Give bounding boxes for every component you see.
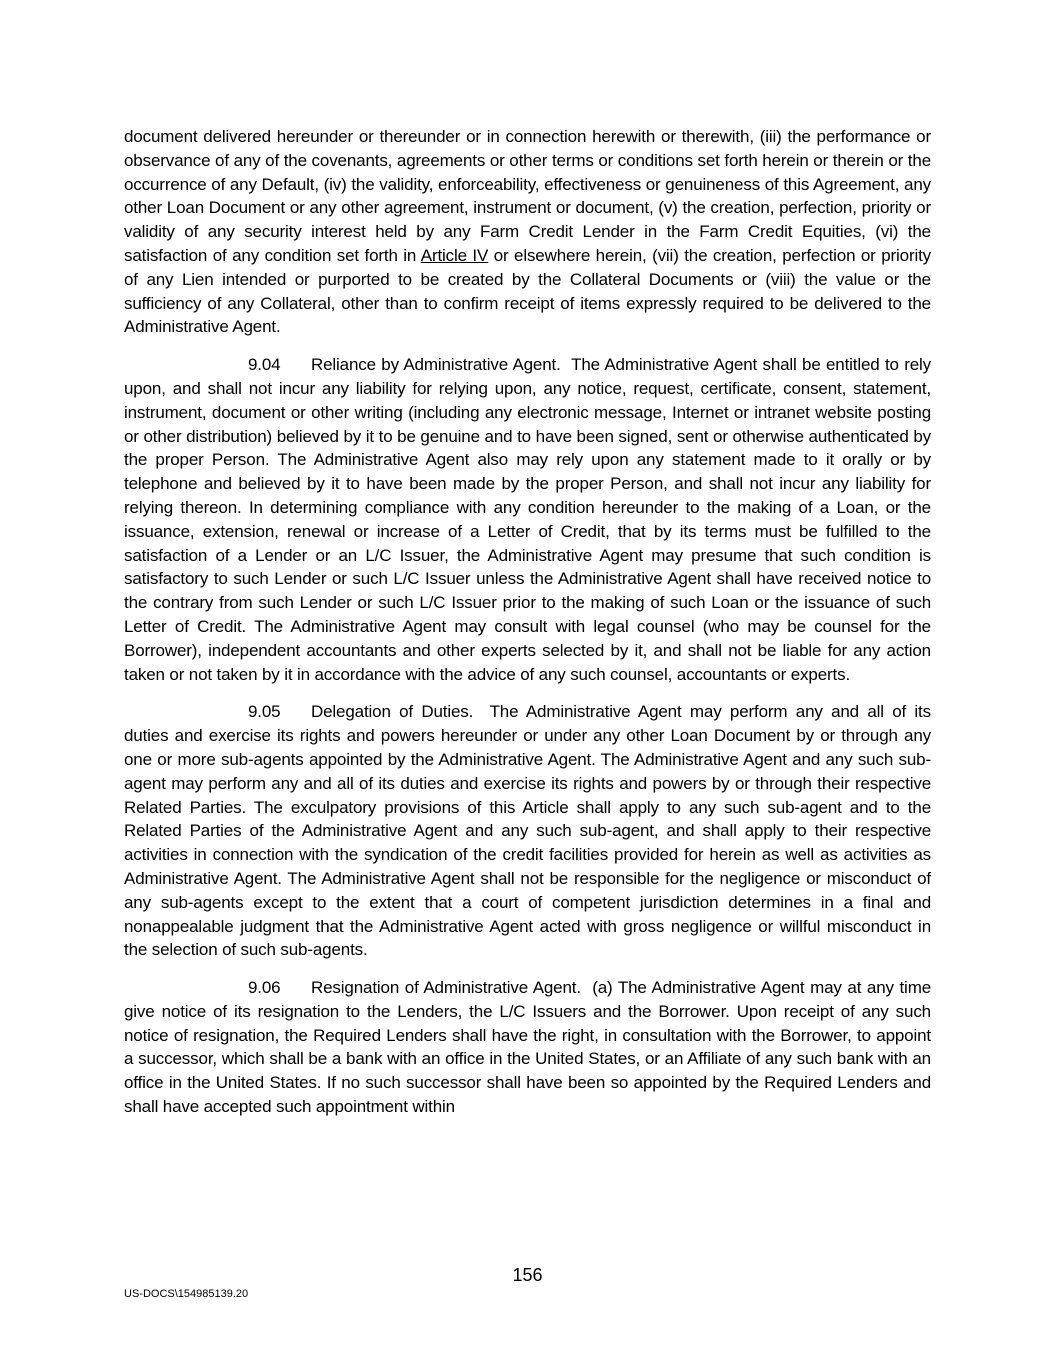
section-text: The Administrative Agent may perform any and all of its duties and exercise its rights and powers hereunder or under any other Loan Document by or through any one or more sub-agents appointed by the Administrative Agent. The Administrative Agent and any such sub-agent may perform any and all of its duties and exercise its rights and powers by or through their respective Related Parties. The exculpatory provisions of this Article shall apply to any such sub-agent and to the Related Parties of the Administrative Agent and any such sub-agent, and shall apply to their respective activities in connection with the syndication of the credit facilities provided for herein as well as activities as Administrative Agent. The Administrative Agent shall not be responsible for the negligence or misconduct of any sub-agents except to the extent that a court of competent jurisdiction determines in a final and nonappealable judgment that the Administrative Agent acted with gross negligence or willful misconduct in the selection of such sub-agents. (124, 702, 931, 960)
article-iv-reference: Article IV (420, 245, 489, 265)
section-number: 9.06 (248, 978, 281, 998)
document-id: US-DOCS\154985139.20 (124, 1288, 249, 1300)
section-9-06 (124, 976, 931, 1119)
continuation-text-part2: or elsewhere herein, (vii) the creation, perfection or priority of any Lien intended or purported to be created by the Collateral Documents or (viii) the value or the sufficiency of any Collateral, other than to confirm receipt of items expressly required to be delivered to the Administrative Agent. (124, 245, 932, 337)
section-9-04 (124, 353, 931, 686)
page-number: 156 (512, 1265, 543, 1285)
document-body (124, 125, 931, 1133)
section-heading: Resignation of Administrative Agent. (311, 978, 581, 998)
section-text: The Administrative Agent shall be entitled to rely upon, and shall not incur any liability for relying upon, any notice, request, certificate, consent, statement, instrument, document or other writing (including any electronic message, Internet or intranet website posting or other distribution) believed by it to be genuine and to have been signed, sent or otherwise authenticated by the proper Person. The Administrative Agent also may rely upon any statement made to it orally or by telephone and believed by it to have been made by the proper Person, and shall not incur any liability for relying thereon. In determining compliance with any condition hereunder to the making of a Loan, or the issuance, extension, renewal or increase of a Letter of Credit, that by its terms must be fulfilled to the satisfaction of a Lender or an L/C Issuer, the Administrative Agent may presume that such condition is satisfactory to such Lender or such L/C Issuer unless the Administrative Agent shall have received notice to the contrary from such Lender or such L/C Issuer prior to the making of such Loan or the issuance of such Letter of Credit. The Administrative Agent may consult with legal counsel (who may be counsel for the Borrower), independent accountants and other experts selected by it, and shall not be liable for any action taken or not taken by it in accordance with the advice of any such counsel, accountants or experts. (124, 355, 931, 684)
continuation-paragraph (124, 125, 931, 339)
section-number: 9.05 (248, 702, 281, 722)
section-text: (a) The Administrative Agent may at any time give notice of its resignation to the Lenders, the L/C Issuers and the Borrower. Upon receipt of any such notice of resignation, the Required Lenders shall have the right, in consultation with the Borrower, to appoint a successor, which shall be a bank with an office in the United States, or an Affiliate of any such bank with an office in the United States. If no such successor shall have been so appointed by the Required Lenders and shall have accepted such appointment within (124, 978, 932, 1117)
continuation-text-part1: document delivered hereunder or thereunder or in connection herewith or therewith, (iii) the performance or observance of any of the covenants, agreements or other terms or conditions set forth herein or therein or the occurrence of any Default, (iv) the validity, enforceability, effectiveness or genuineness of this Agreement, any other Loan Document or any other agreement, instrument or document, (v) the creation, perfection, priority or validity of any security interest held by any Farm Credit Lender in the Farm Credit Equities, (vi) the satisfaction of any condition set forth in (124, 127, 931, 265)
section-number: 9.04 (248, 355, 281, 375)
section-heading: Reliance by Administrative Agent. (311, 355, 561, 375)
section-heading: Delegation of Duties. (311, 702, 474, 722)
section-9-05 (124, 700, 931, 962)
